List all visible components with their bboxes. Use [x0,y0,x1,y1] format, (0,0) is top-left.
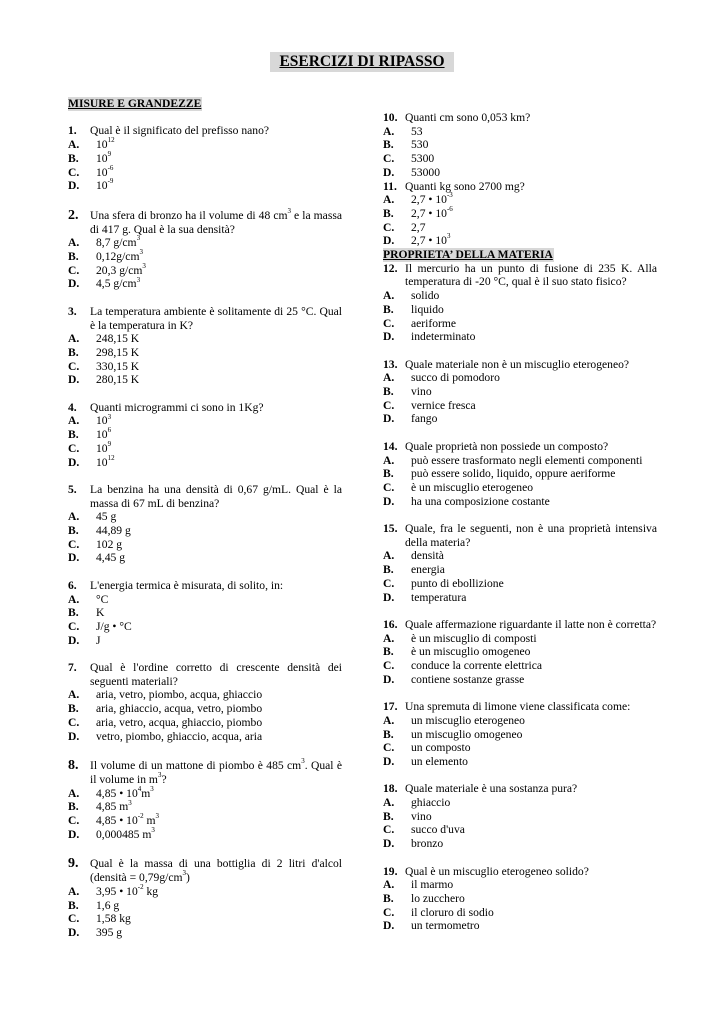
option-letter: A. [68,236,80,250]
option-b: B. un miscuglio omogeneo [383,727,523,741]
option-letter: A. [383,713,395,727]
option-letter: C. [68,619,80,633]
option-c: C. $10^9$ [68,439,112,455]
option-b: B. 530 [383,138,429,152]
option-letter: D. [383,919,395,933]
option-letter: A. [68,138,80,152]
question-10: 10. Quanti cm sono 0,053 km? [383,111,531,124]
option-c: C. 2,7 [383,220,426,234]
option-a: A. solido [383,289,440,303]
option-letter: A. [68,884,80,898]
option-c: C. succo d'uva [383,823,465,837]
option-letter: C. [383,741,395,755]
question-5: 5. La benzina ha una densità di 0,67 g/mL. Qual è la massa di 67 mL di benzina? [68,482,342,510]
question-number: 7. [68,661,77,675]
option-c: C. 20,3 $g/cm^3$ [68,261,146,277]
option-letter: C. [383,316,395,330]
option-c: C. conduce la corrente elettrica [383,659,542,673]
option-b: B. 4,85 $m^3$ [68,798,132,814]
option-letter: D. [383,494,395,508]
option-a: A. aria, vetro, piombo, acqua, ghiaccio [68,688,263,702]
option-letter: A. [383,796,395,810]
option-c: C. 330,15 K [68,359,140,373]
option-a: A. il marmo [383,878,454,892]
question-2: 2. Una sfera di bronzo ha il volume di 48 $cm^3$ e la massa di 417 g. Qual è la sua densità? [68,207,342,236]
option-letter: B. [68,898,79,912]
option-letter: D. [383,330,395,344]
question-11: 11. Quanti kg sono 2700 mg? [383,179,525,193]
option-d: D. 0,000485 $m^3$ [68,825,155,841]
option-letter: C. [68,537,80,551]
option-a: A. 53 [383,124,423,138]
option-c: C. J/g • °C [68,619,132,633]
question-9: 9. Qual è la massa di una bottiglia di 2 litri d'alcol (densità = $0,79g/cm^3$) [68,856,342,885]
option-a: A. un miscuglio eterogeneo [383,713,525,727]
option-letter: B. [68,702,79,716]
question-13: 13. Quale materiale non è un miscuglio eterogeneo? [383,357,630,371]
option-b: B. liquido [383,302,444,316]
option-letter: C. [68,263,80,277]
option-d: D. temperatura [383,590,467,604]
option-d: D. 53000 [383,165,440,179]
question-number: 12. [383,261,398,275]
question-number: 9. [68,856,79,872]
option-a: A. 8,7 $g/cm^3$ [68,234,141,250]
option-c: C. $10^{-6}$ [68,163,114,179]
option-letter: B. [68,606,79,620]
option-d: D. 395 g [68,925,123,939]
option-letter: D. [68,277,80,291]
option-letter: A. [383,289,395,303]
option-d: D. bronzo [383,837,444,851]
question-14: 14. Quale proprietà non possiede un composto? [383,439,609,453]
option-letter: D. [68,455,80,469]
option-c: C. un composto [383,741,471,755]
question-8: 8. Il volume di un mattone di piombo è 485 $cm^3$. Qual è il volume in $m^3$? [68,757,343,786]
option-letter: B. [383,206,394,220]
option-d: D. $10^{-9}$ [68,177,114,193]
section-heading: MISURE E GRANDEZZE [68,97,202,110]
option-letter: B. [383,138,394,152]
option-letter: C. [68,359,80,373]
option-letter: B. [68,250,79,264]
question-number: 15. [383,522,398,536]
option-d: D. 280,15 K [68,373,140,387]
option-a: A. succo di pomodoro [383,371,500,385]
option-d: D. un termometro [383,919,480,933]
option-letter: C. [383,152,395,166]
option-letter: D. [68,179,80,193]
question-number: 19. [383,864,398,878]
option-letter: D. [383,672,395,686]
option-letter: B. [383,891,394,905]
option-a: A. 2,7 • $10^{-3}$ [383,191,453,207]
question-4: 4. Quanti microgrammi ci sono in 1Kg? [68,400,264,414]
option-letter: A. [383,878,395,892]
option-a: A. $10^3$ [68,412,112,428]
option-letter: D. [68,633,80,647]
option-letter: D. [383,412,395,426]
option-letter: B. [383,645,394,659]
option-letter: D. [383,165,395,179]
question-number: 18. [383,782,398,796]
option-letter: C. [383,576,395,590]
question-number: 6. [68,578,77,592]
option-letter: D. [68,729,80,743]
question-12: 12. Il mercurio ha un punto di fusione di 235 K. Alla temperatura di -20 °C, qual è il suo stato fisico? [383,261,657,289]
option-c: C. è un miscuglio eterogeneo [383,480,534,494]
option-d: D. ha una composizione costante [383,494,550,508]
option-letter: C. [383,480,395,494]
option-letter: D. [68,373,80,387]
option-letter: B. [383,727,394,741]
option-letter: C. [383,823,395,837]
left-column [68,97,342,940]
question-number: 5. [68,482,77,496]
option-a: A. °C [68,592,109,606]
option-c: C. il cloruro di sodio [383,905,494,919]
option-a: A. ghiaccio [383,796,451,810]
option-d: D. $10^{12}$ [68,453,115,469]
question-number: 3. [68,304,77,318]
option-b: B. $10^6$ [68,426,112,442]
option-letter: B. [68,151,79,165]
right-column [383,111,657,933]
option-letter: C. [383,905,395,919]
option-letter: B. [68,345,79,359]
option-d: D. contiene sostanze grasse [383,672,525,686]
question-16: 16. Quale affermazione riguardante il latte non è corretta? [383,617,657,631]
option-a: A. $10^{12}$ [68,136,115,152]
question-number: 16. [383,617,398,631]
option-c: C. punto di ebollizione [383,576,504,590]
option-letter: C. [383,659,395,673]
option-letter: A. [383,631,395,645]
section-heading: PROPRIETA’ DELLA MATERIA [383,248,553,262]
option-a: A. 248,15 K [68,332,140,346]
option-letter: D. [68,827,80,841]
option-letter: D. [383,590,395,604]
option-letter: A. [68,332,80,346]
option-letter: C. [68,165,80,179]
option-c: C. vernice fresca [383,398,476,412]
option-a: A. densità [383,549,444,563]
question-number: 8. [68,758,79,774]
option-c: C. aeriforme [383,316,457,330]
option-b: B. può essere solido, liquido, oppure aeriforme [383,467,616,481]
question-number: 1. [68,124,77,138]
option-letter: A. [68,510,80,524]
option-b: B. lo zucchero [383,891,465,905]
question-19: 19. Qual è un miscuglio eterogeneo solido? [383,864,589,878]
option-letter: C. [68,912,80,926]
option-c: C. aria, vetro, acqua, ghiaccio, piombo [68,715,263,729]
option-b: B. 298,15 K [68,345,140,359]
option-b: B. è un miscuglio omogeneo [383,645,531,659]
option-a: A. 4,85 • $10^4m^3$ [68,784,154,800]
option-b: B. 44,89 g [68,524,131,538]
question-15: 15. Quale, fra le seguenti, non è una proprietà intensiva della materia? [383,522,657,549]
option-letter: B. [383,563,394,577]
question-18: 18. Quale materiale è una sostanza pura? [383,782,578,796]
option-b: B. vino [383,385,432,399]
option-d: D. 4,45 g [68,551,125,565]
option-letter: A. [383,193,395,207]
question-number: 17. [383,700,398,714]
option-letter: A. [383,453,395,467]
option-a: A. 3,95 • $10^{-2}$ kg [68,883,159,898]
option-letter: B. [68,524,79,538]
option-letter: C. [383,398,395,412]
question-number: 2. [68,207,79,223]
option-d: D. J [68,633,101,647]
option-letter: A. [68,414,80,428]
option-letter: A. [383,124,395,138]
option-letter: D. [68,925,80,939]
question-number: 4. [68,400,77,414]
option-d: D. 4,5 $g/cm^3$ [68,275,141,291]
option-letter: B. [383,385,394,399]
option-letter: C. [68,715,80,729]
option-letter: D. [383,234,395,248]
option-letter: C. [68,814,80,828]
question-7: 7. Qual è l'ordine corretto di crescente densità dei seguenti materiali? [68,661,342,688]
option-letter: D. [383,754,395,768]
option-d: D. un elemento [383,754,468,768]
question-number: 14. [383,439,398,453]
option-letter: C. [383,220,395,234]
option-a: A. 45 g [68,510,117,524]
option-c: C. 1,58 kg [68,912,131,926]
option-letter: B. [383,809,394,823]
option-b: B. 2,7 • $10^{-6}$ [383,205,453,220]
option-c: C. 102 g [68,537,123,551]
option-letter: B. [68,800,79,814]
option-letter: B. [68,428,79,442]
question-number: 13. [383,357,398,371]
option-letter: B. [383,467,394,481]
question-6: 6. L'energia termica è misurata, di solito, in: [68,578,284,592]
option-b: B. vino [383,809,432,823]
option-letter: B. [383,302,394,316]
option-a: A. può essere trasformato negli elementi componenti [383,453,643,467]
option-b: B. $10^9$ [68,149,112,165]
option-letter: A. [68,688,80,702]
option-d: D. vetro, piombo, ghiaccio, acqua, aria [68,729,263,743]
option-b: B. K [68,606,105,620]
option-b: B. energia [383,563,445,577]
option-letter: C. [68,441,80,455]
page-title: ESERCIZI DI RIPASSO [270,52,454,72]
option-letter: A. [383,371,395,385]
option-d: D. fango [383,412,438,426]
option-d: D. 2,7 • $10^3$ [383,232,451,248]
option-b: B. aria, ghiaccio, acqua, vetro, piombo [68,702,263,716]
option-letter: A. [68,592,80,606]
option-letter: D. [68,551,80,565]
question-3: 3. La temperatura ambiente è solitamente di 25 °C. Qual è la temperatura in K? [68,304,342,332]
question-text: Qual è il significato del prefisso nano? [90,124,270,138]
option-letter: A. [68,786,80,800]
question-17: 17. Una spremuta di limone viene classificata come: [383,700,631,714]
option-c: C. 4,85 • $10^{-2}$ $m^3$ [68,812,160,828]
option-c: C. 5300 [383,152,435,166]
option-b: B. 1,6 g [68,898,120,912]
option-a: A. è un miscuglio di composti [383,631,537,645]
option-letter: A. [383,549,395,563]
option-d: D. indeterminato [383,330,476,344]
question-number: 10. [383,111,398,124]
question-number: 11. [383,179,397,193]
option-letter: D. [383,837,395,851]
option-b: B. $0,12g/cm^3$ [68,248,143,264]
